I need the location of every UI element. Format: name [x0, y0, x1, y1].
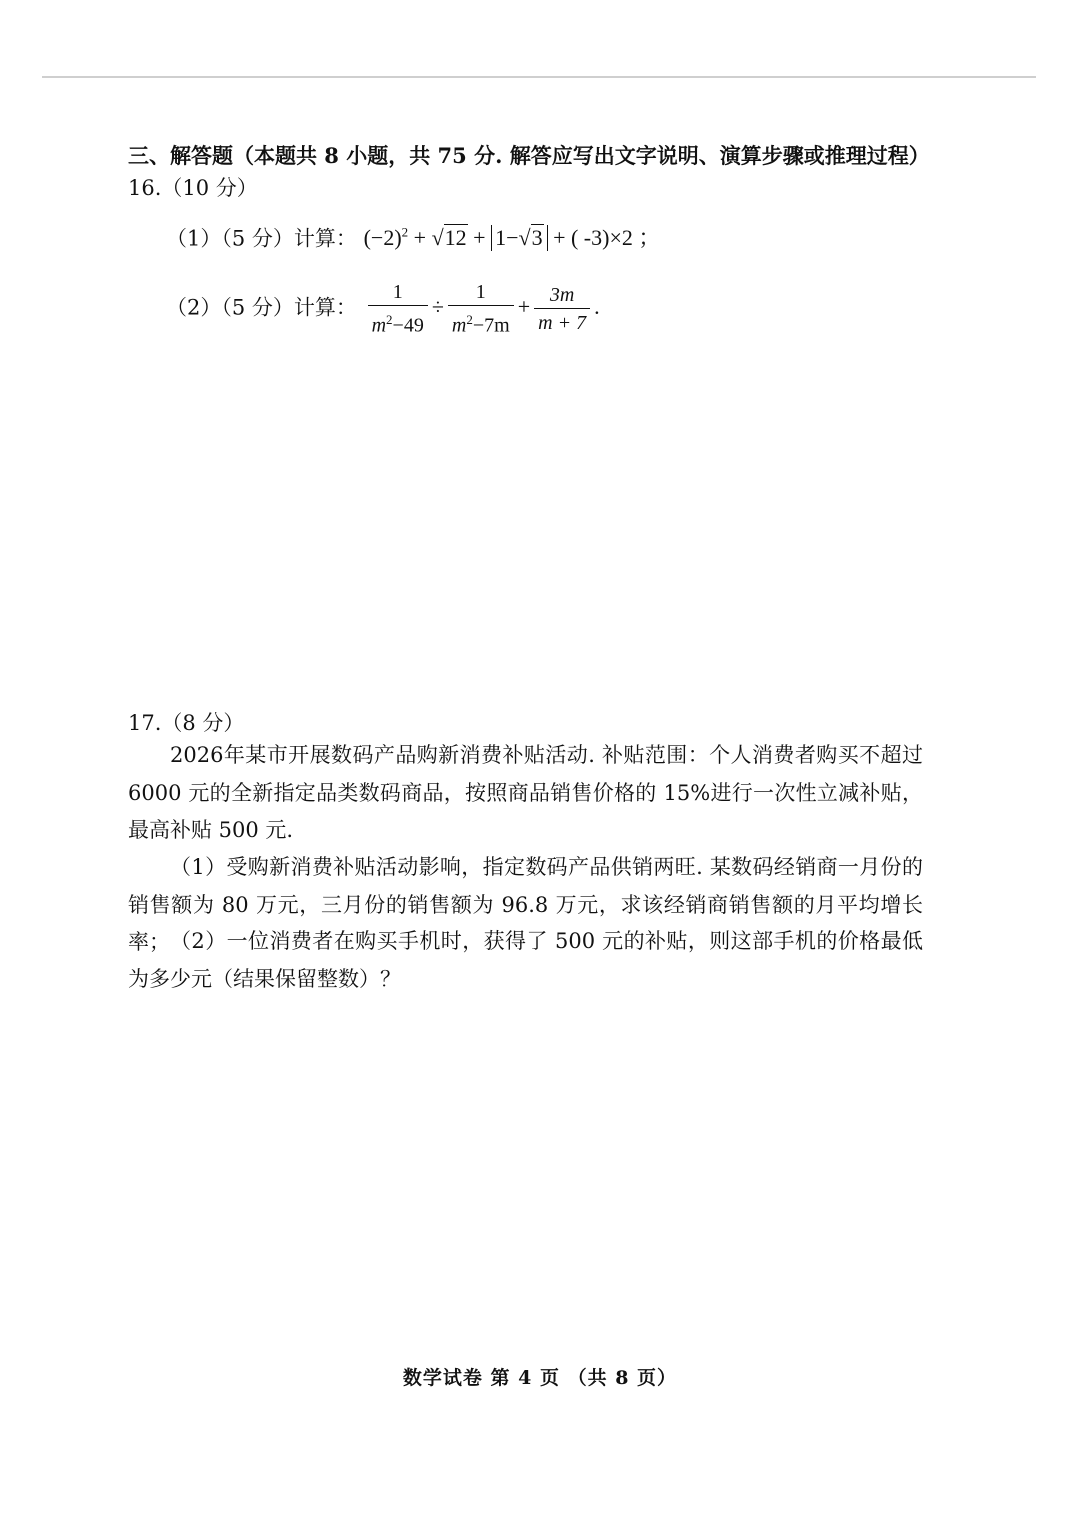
- frac2-exp: 2: [466, 312, 473, 327]
- question-16-number: 16.（10 分）: [128, 176, 258, 200]
- expr-neg2: (−2): [363, 225, 402, 251]
- fraction-3: [534, 282, 590, 337]
- abs-one-minus: 1−: [495, 225, 519, 251]
- expr-exp: 2: [401, 225, 409, 240]
- question-17-part-2: （2）一位消费者在购买手机时，获得了 500 元的补贴，则这部手机的价格最低为多少元（结果保留整数）？: [128, 929, 923, 991]
- frac1-rest: −49: [392, 314, 424, 337]
- frac1-exp: 2: [386, 312, 393, 327]
- fraction-3-denominator: [534, 309, 590, 337]
- plus-sign: +: [517, 294, 531, 320]
- question-17-intro: 2026年某市开展数码产品购新消费补贴活动. 补贴范围：个人消费者购买不超过6000 元的全新指定品类数码商品，按照商品销售价格的 15%进行一次性立减补贴，最高补贴 500 元.: [128, 743, 923, 842]
- fraction-3-numerator: [534, 282, 590, 309]
- sqrt-3: √3: [518, 225, 543, 251]
- fraction-1-denominator: [368, 306, 428, 340]
- top-divider: [42, 76, 1036, 78]
- part-2-expression: [364, 281, 600, 337]
- part-2-label: （2）（5 分）计算：: [166, 295, 357, 320]
- part-1-label: （1）（5 分）计算：: [166, 226, 357, 251]
- question-16-part-2: [166, 279, 600, 340]
- page-footer: 数学试卷 第 4 页 （共 8 页）: [402, 1367, 678, 1389]
- frac3-num-text: 3m: [549, 283, 575, 306]
- frac1-m: m: [371, 314, 387, 337]
- question-17-number: 17.（8 分）: [128, 711, 245, 735]
- section-heading: 三、解答题（本题共 8 小题，共 75 分. 解答应写出文字说明、演算步骤或推理过程）: [128, 143, 930, 168]
- division-sign: ÷: [431, 294, 444, 320]
- fraction-2-denominator: [448, 306, 514, 340]
- sqrt-12: √12: [431, 225, 467, 251]
- part-1-expression: [364, 225, 661, 250]
- question-17-part-1: （1）受购新消费补贴活动影响，指定数码产品供销两旺. 某数码经销商一月份的销售额为 80 万元，三月份的销售额为 96.8 万元，求该经销商销售额的月平均增长率；: [128, 855, 923, 954]
- sqrt-12-radicand: 12: [444, 225, 467, 251]
- frac3-den-text: m + 7: [538, 311, 587, 334]
- expr-tail: + ( -3)×2 ；: [547, 225, 661, 251]
- absolute-value: [491, 225, 548, 251]
- end-period: .: [594, 294, 600, 320]
- frac2-m: m: [451, 314, 467, 337]
- frac2-rest: −7m: [472, 314, 510, 337]
- fraction-1-numerator: 1: [368, 279, 428, 306]
- fraction-1: [368, 279, 428, 340]
- sqrt-3-radicand: 3: [531, 225, 543, 251]
- question-16-part-1: [166, 219, 660, 252]
- expr-plus-1: +: [408, 225, 432, 251]
- fraction-2-numerator: 1: [448, 279, 514, 306]
- fraction-2: [448, 279, 514, 340]
- expr-plus-2: +: [467, 225, 492, 251]
